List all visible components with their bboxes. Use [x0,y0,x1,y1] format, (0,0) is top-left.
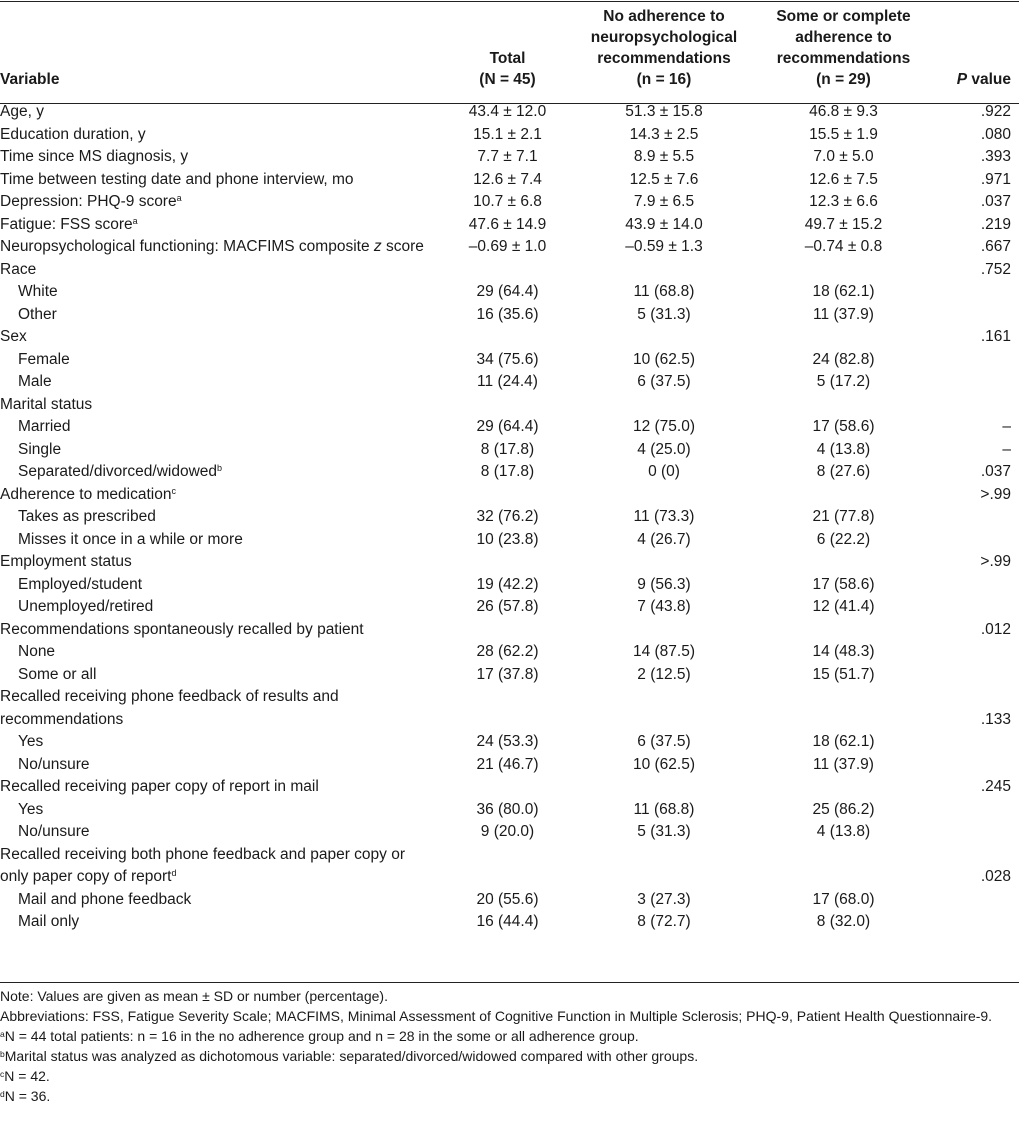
table-subrow [0,349,1019,372]
table-row [0,619,1019,642]
row-label-text: Unemployed/retired [18,598,154,615]
cell-some-adherence: 17 (68.0) [812,890,875,908]
row-label-italic: z [373,238,382,255]
cell-total: 21 (46.7) [476,755,539,773]
row-label-text: Race [0,260,37,278]
row-label-text: Takes as prescribed [18,508,156,525]
row-label-text: Single [18,440,62,458]
row-label [0,754,435,777]
cell-some-adherence [748,776,939,799]
cell-some-adherence [748,394,939,417]
row-label-text: Mail and phone feedback [18,890,192,908]
table-row [0,551,1019,574]
cell-no-adherence: 14 (87.5) [632,643,696,660]
cell-total [435,484,580,507]
table-subrow [0,889,1019,912]
cell-some-adherence: 24 (82.8) [812,350,875,368]
row-label-text: Neuropsychological functioning: MACFIMS composite [0,238,374,255]
row-label [0,641,435,664]
cell-no-adherence: 12.5 ± 7.6 [629,170,699,188]
cell-some-adherence: 12.6 ± 7.5 [809,170,878,188]
row-label [0,506,435,529]
table-subrow [0,304,1019,327]
row-label-text: score [381,238,424,255]
row-label-text: Mail only [18,913,80,930]
cell-some-adherence: 17 (58.6) [812,575,875,593]
table-row [0,236,1019,259]
table-row [0,326,1019,349]
row-label-text: Married [18,418,71,435]
cell-some-adherence: 12.3 ± 6.6 [809,193,878,210]
cell-total: 10.7 ± 6.8 [473,193,542,210]
row-label-text: Time since MS diagnosis, y [0,148,189,165]
row-label [0,349,435,372]
cell-some-adherence [748,484,939,507]
cell-p-value: .971 [980,170,1011,188]
footnote-text: Marital status was analyzed as dichotomous variable: separated/divorced/widowed compared with other groups. [4,1048,699,1064]
row-label [0,821,435,844]
cell-no-adherence: 10 (62.5) [632,755,696,773]
row-label [0,214,435,237]
cell-p-value: >.99 [980,553,1011,570]
header-some-adherence [748,2,939,96]
cell-no-adherence: 0 (0) [648,463,680,480]
cell-total: 17 (37.8) [476,665,539,683]
row-label [0,371,435,394]
cell-some-adherence: 46.8 ± 9.3 [809,103,878,120]
cell-p-value [939,889,1019,912]
table-subrow [0,799,1019,822]
cell-some-adherence: 4 (13.8) [816,440,871,458]
row-label [0,484,435,507]
cell-total: 16 (35.6) [476,305,539,323]
row-label-text: Yes [18,800,44,818]
cell-no-adherence [580,776,748,799]
row-label-text: Adherence to medication [0,485,172,503]
cell-no-adherence [580,326,748,349]
row-label-text: Recommendations spontaneously recalled by patient [0,620,364,638]
row-label [0,304,435,327]
cell-total: –0.69 ± 1.0 [468,238,547,255]
row-label [0,844,435,889]
table-row [0,169,1019,192]
cell-some-adherence [748,326,939,349]
table-subrow [0,529,1019,552]
footnote-marker: a [132,215,138,226]
cell-no-adherence: 6 (37.5) [637,373,691,390]
cell-total: 28 (62.2) [476,643,539,660]
footnote-text: Abbreviations: FSS, Fatigue Severity Scale; MACFIMS, Minimal Assessment of Cognitive Function in Multiple Sclerosis; PHQ-9, Patient Health Questionnaire-9. [0,1008,993,1024]
row-label [0,281,435,304]
cell-no-adherence: 4 (26.7) [637,530,691,548]
cell-some-adherence: 7.0 ± 5.0 [813,148,874,165]
table-row [0,146,1019,169]
row-label-text: Fatigue: FSS score [0,215,133,233]
cell-total: 20 (55.6) [476,890,539,908]
table-subrow [0,281,1019,304]
table-row [0,844,1019,889]
row-label [0,529,435,552]
row-label [0,574,435,597]
cell-no-adherence: 11 (73.3) [633,508,695,525]
cell-p-value: .922 [980,103,1011,120]
cell-some-adherence: 8 (32.0) [816,913,871,930]
row-label-text: Female [18,350,70,368]
header-some-adherence-line: Some or complete [776,8,911,25]
table-subrow [0,731,1019,754]
cell-no-adherence [580,259,748,282]
cell-no-adherence: 11 (68.8) [633,283,695,300]
cell-total [435,776,580,799]
row-label [0,259,435,282]
cell-total: 19 (42.2) [476,575,539,593]
cell-total: 16 (44.4) [476,913,539,930]
row-label-text: Education duration, y [0,125,146,143]
header-p-italic: P [956,71,968,88]
cell-p-value [939,754,1019,777]
cell-no-adherence [580,619,748,642]
table-subrow [0,664,1019,687]
table-subrow [0,506,1019,529]
cell-some-adherence: 18 (62.1) [812,733,875,750]
row-label-text: Time between testing date and phone interview, mo [0,170,354,188]
cell-no-adherence [580,484,748,507]
cell-some-adherence: 14 (48.3) [812,643,875,660]
cell-no-adherence: 2 (12.5) [637,665,691,683]
row-label-text: Male [18,373,52,390]
cell-p-value: .219 [980,215,1011,233]
table-subrow [0,416,1019,439]
cell-total: 29 (64.4) [476,418,539,435]
row-label [0,619,435,642]
row-label [0,686,435,731]
cell-no-adherence: 7 (43.8) [637,598,691,615]
cell-p-value: .080 [980,125,1011,143]
row-label-text: Depression: PHQ-9 score [0,193,177,210]
table-row [0,124,1019,147]
cell-p-value [939,304,1019,327]
cell-no-adherence: 14.3 ± 2.5 [629,125,699,143]
row-label-text: Recalled receiving both phone feedback and paper copy or only paper copy of report [0,845,405,885]
table-row [0,96,1019,124]
cell-some-adherence: 25 (86.2) [812,800,875,818]
row-label-text: Age, y [0,103,44,120]
cell-total [435,259,580,282]
cell-p-value [939,281,1019,304]
cell-total: 15.1 ± 2.1 [473,125,542,143]
footnote [0,986,1015,1006]
cell-total: 8 (17.8) [480,440,535,458]
cell-p-value: >.99 [980,485,1011,503]
row-label-text: Other [18,305,57,323]
cell-some-adherence: 15.5 ± 1.9 [809,125,878,143]
header-some-adherence-line: adherence to [795,29,892,46]
cell-total: 29 (64.4) [476,283,539,300]
row-label [0,236,435,259]
cell-p-value: .393 [980,148,1011,165]
cell-some-adherence [748,844,939,889]
row-label [0,191,435,214]
footnote-marker: c [171,485,176,496]
cell-some-adherence: 4 (13.8) [816,823,871,840]
footnote-marker: d [171,868,177,878]
footnote-text: N = 44 total patients: n = 16 in the no adherence group and n = 28 in the some or all adherence group. [4,1028,639,1044]
cell-some-adherence: 12 (41.4) [812,598,875,615]
cell-total: 34 (75.6) [476,350,539,368]
cell-no-adherence: 5 (31.3) [637,823,691,840]
cell-no-adherence: 9 (56.3) [637,575,691,593]
cell-no-adherence: 4 (25.0) [637,440,691,458]
cell-no-adherence [580,686,748,731]
cell-no-adherence: 8 (72.7) [637,913,691,930]
cell-total: 7.7 ± 7.1 [477,148,538,165]
row-label [0,169,435,192]
cell-some-adherence: 8 (27.6) [816,463,871,480]
cell-some-adherence [748,619,939,642]
cell-total: 9 (20.0) [480,823,535,840]
cell-no-adherence: 8.9 ± 5.5 [633,148,695,165]
row-label-text: White [18,283,58,300]
footnote [0,1006,1015,1026]
row-label [0,596,435,619]
cell-p-value [939,911,1019,934]
footnote [0,1066,1015,1086]
row-label [0,439,435,462]
cell-total: 8 (17.8) [480,463,535,480]
cell-no-adherence: 3 (27.3) [637,890,691,908]
cell-some-adherence: 17 (58.6) [812,418,875,435]
cell-p-value: – [1002,418,1011,435]
row-label-text: Separated/divorced/widowed [18,463,218,480]
cell-some-adherence: 5 (17.2) [816,373,871,390]
cell-p-value [939,394,1019,417]
row-label [0,731,435,754]
cell-some-adherence: 15 (51.7) [812,665,875,683]
cell-p-value [939,596,1019,619]
header-no-adherence-line: recommendations [597,50,731,67]
cell-no-adherence: –0.59 ± 1.3 [625,238,703,255]
footnote-marker: a [176,193,182,203]
cell-total: 10 (23.8) [476,530,539,548]
cell-p-value: – [1002,440,1011,458]
cell-no-adherence: 6 (37.5) [637,733,691,750]
row-label [0,911,435,934]
cell-no-adherence: 10 (62.5) [632,350,696,368]
cell-p-value [939,371,1019,394]
cell-p-value [939,821,1019,844]
header-no-adherence-line: neuropsychological [590,29,738,46]
cell-p-value [939,664,1019,687]
cell-total [435,394,580,417]
cell-p-value: .028 [980,868,1011,885]
header-some-adherence-line: recommendations [776,50,911,67]
cell-no-adherence: 11 (68.8) [633,800,695,818]
row-label [0,394,435,417]
cell-total: 12.6 ± 7.4 [473,170,542,188]
table-subrow [0,596,1019,619]
cell-total: 11 (24.4) [477,373,538,390]
table-row [0,259,1019,282]
data-table [0,2,1019,934]
row-label [0,461,435,484]
cell-total: 24 (53.3) [476,733,539,750]
row-label-text: Yes [18,733,44,750]
row-label-text: Sex [0,328,27,345]
cell-some-adherence: 11 (37.9) [813,755,874,773]
table-subrow [0,641,1019,664]
table-notes [0,986,1015,1106]
cell-no-adherence: 7.9 ± 6.5 [633,193,695,210]
cell-p-value: .037 [980,193,1011,210]
row-label-text: Some or all [18,665,97,683]
cell-p-value: .037 [980,463,1011,480]
header-no-adherence [580,2,748,96]
cell-p-value [939,529,1019,552]
table-row [0,214,1019,237]
table-row [0,191,1019,214]
cell-some-adherence: 11 (37.9) [813,305,874,323]
footnote-marker: d [0,1089,5,1099]
cell-some-adherence: –0.74 ± 0.8 [804,238,883,255]
row-label [0,96,435,124]
table-row [0,394,1019,417]
row-label [0,889,435,912]
cell-some-adherence: 18 (62.1) [812,283,875,300]
cell-total [435,326,580,349]
header-no-adherence-line: (n = 16) [636,71,692,88]
header-row [0,2,1019,96]
row-label-text: None [18,643,56,660]
row-label-text: Employment status [0,553,132,570]
footnote [0,1046,1015,1066]
cell-no-adherence: 12 (75.0) [632,418,696,435]
row-label [0,799,435,822]
row-label-text: No/unsure [18,755,90,773]
footnote-text: Note: Values are given as mean ± SD or number (percentage). [0,988,388,1004]
header-total-line: Total [489,50,526,67]
footnote-marker: b [217,463,223,473]
table-row [0,776,1019,799]
cell-some-adherence: 21 (77.8) [812,508,875,525]
row-label [0,776,435,799]
row-label-text: Misses it once in a while or more [18,530,243,548]
table-subrow [0,754,1019,777]
table-subrow [0,461,1019,484]
footnote-marker: c [0,1069,5,1079]
header-total [435,2,580,96]
cell-p-value: .161 [980,328,1011,345]
cell-some-adherence: 6 (22.2) [816,530,871,548]
cell-total [435,686,580,731]
cell-no-adherence [580,844,748,889]
cell-no-adherence: 5 (31.3) [637,305,691,323]
cell-p-value [939,731,1019,754]
cell-p-value: .133 [980,710,1011,728]
cell-no-adherence: 51.3 ± 15.8 [625,103,703,120]
footnote-marker: b [0,1049,5,1059]
cell-no-adherence: 43.9 ± 14.0 [625,215,703,233]
header-no-adherence-line: No adherence to [603,8,725,25]
cell-p-value: .012 [980,620,1011,638]
row-label-text: Recalled receiving phone feedback of results and recommendations [0,688,339,728]
cell-no-adherence [580,551,748,574]
cell-p-value [939,506,1019,529]
cell-p-value [939,641,1019,664]
cell-p-value: .245 [980,778,1011,795]
cell-p-value: .667 [980,238,1011,255]
cell-total: 32 (76.2) [476,508,539,525]
cell-total: 36 (80.0) [476,800,539,818]
table-subrow [0,911,1019,934]
header-some-adherence-line: (n = 29) [816,71,871,88]
cell-p-value: .752 [980,260,1011,278]
row-label-text: No/unsure [18,823,90,840]
cell-no-adherence [580,394,748,417]
table-subrow [0,371,1019,394]
table-subrow [0,439,1019,462]
cell-total [435,844,580,889]
cell-total [435,551,580,574]
header-p-value [939,2,1019,96]
cell-p-value [939,799,1019,822]
cell-total: 43.4 ± 12.0 [468,103,547,120]
row-label [0,551,435,574]
table-subrow [0,574,1019,597]
cell-some-adherence [748,259,939,282]
footnote-marker: a [0,1029,5,1039]
row-label [0,664,435,687]
header-variable: Variable [0,71,60,88]
cell-some-adherence [748,686,939,731]
row-label-text: Recalled receiving paper copy of report in mail [0,778,319,795]
table-row [0,686,1019,731]
row-label-text: Employed/student [18,575,143,593]
header-p-rest: value [967,71,1011,88]
row-label [0,326,435,349]
row-label [0,416,435,439]
header-total-line: (N = 45) [479,71,536,88]
cell-some-adherence [748,551,939,574]
cell-total: 26 (57.8) [476,598,539,615]
cell-total: 47.6 ± 14.9 [468,215,547,233]
row-label-text: Marital status [0,395,93,413]
footnote [0,1026,1015,1046]
footnote-text: N = 42. [4,1068,50,1084]
table-row [0,484,1019,507]
table-subrow [0,821,1019,844]
footnote-text: N = 36. [4,1088,51,1104]
cell-some-adherence: 49.7 ± 15.2 [804,215,883,233]
bottom-rule [0,982,1019,983]
cell-p-value [939,349,1019,372]
table-body [0,96,1019,934]
cell-p-value [939,574,1019,597]
footnote [0,1086,1015,1106]
cell-total [435,619,580,642]
row-label [0,146,435,169]
row-label [0,124,435,147]
